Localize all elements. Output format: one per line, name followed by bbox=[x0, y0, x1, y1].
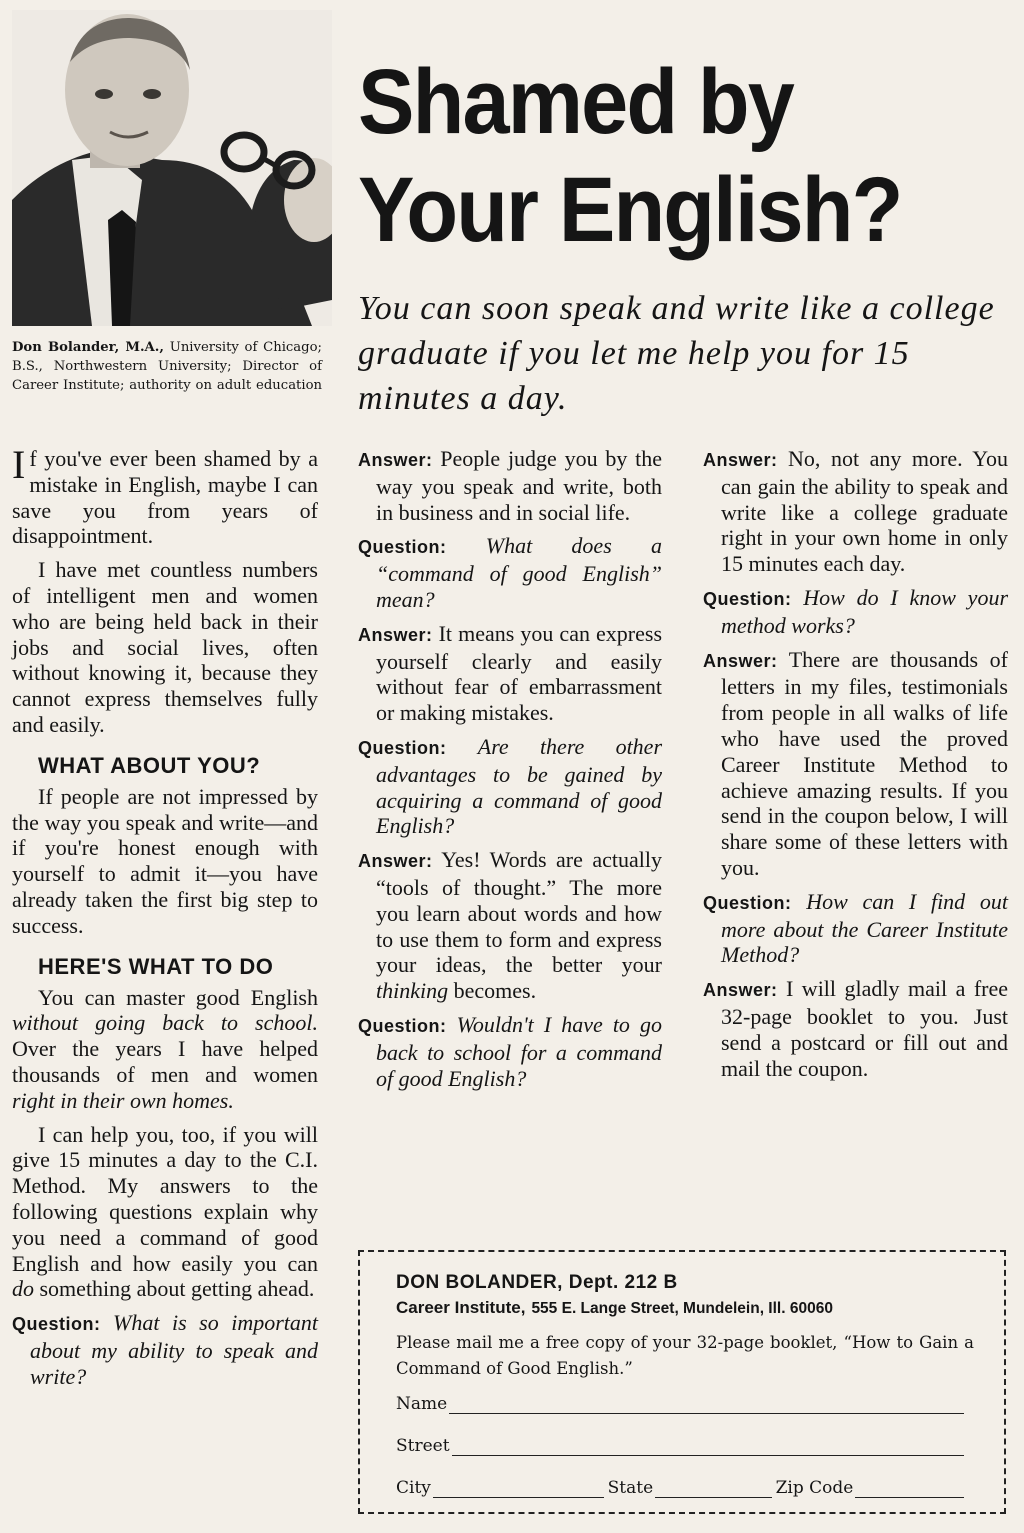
coupon-request-text: Please mail me a free copy of your 32-page booklet, “How to Gain a Command of Good English.” bbox=[396, 1333, 974, 1378]
zip-label: Zip Code bbox=[775, 1478, 854, 1498]
mail-coupon bbox=[358, 1250, 1006, 1514]
author-credentials: University of Chicago; B.S., Northwestern University; Director of Career Institute; authority on adult education bbox=[12, 340, 322, 393]
state-label: State bbox=[607, 1478, 654, 1498]
subheadline: You can soon speak and write like a college graduate if you let me help you for 15 minutes a day. bbox=[358, 290, 995, 417]
street-field[interactable] bbox=[452, 1437, 964, 1456]
coupon-organization: Career Institute, 555 E. Lange Street, Mundelein, Ill. 60060 bbox=[396, 1298, 833, 1317]
answer-6: Answer: I will gladly mail a free 32-page booklet to you. Just send a postcard or fill out and mail the coupon. bbox=[703, 976, 1008, 1081]
intro-paragraph: If you've ever been shamed by a mistake in English, maybe I can save you from years of disappointment. bbox=[12, 442, 318, 549]
column-1 bbox=[12, 442, 318, 1398]
question-6: Question: How can I find out more about the Career Institute Method? bbox=[703, 888, 1008, 968]
city-state-zip-row bbox=[396, 1478, 968, 1498]
author-photo bbox=[12, 10, 332, 326]
street-label: Street bbox=[396, 1436, 450, 1456]
city-field[interactable] bbox=[433, 1479, 604, 1498]
question-3: Question: Are there other advantages to be gained by acquiring a command of good English? bbox=[358, 733, 663, 839]
author-caption bbox=[12, 338, 322, 395]
drop-cap: I bbox=[12, 442, 26, 487]
column-3 bbox=[703, 446, 1008, 1089]
portrait-illustration bbox=[12, 10, 332, 326]
name-field[interactable] bbox=[449, 1395, 964, 1414]
zip-field[interactable] bbox=[855, 1479, 964, 1498]
headline-line-1: Shamed by bbox=[358, 51, 794, 153]
headline bbox=[358, 48, 956, 264]
paragraph-can-help: I can help you, too, if you will give 15 minutes a day to the C.I. Method. My answers to the following questions explain why you need a command of good English and how easily you can do something about getting ahead. bbox=[12, 1121, 318, 1302]
question-2: Question: What does a “command of good English” mean? bbox=[358, 533, 663, 612]
section-heading-what-about-you: WHAT ABOUT YOU? bbox=[38, 752, 261, 778]
city-label: City bbox=[396, 1478, 431, 1498]
paragraph-master-english: You can master good English without going back to school. Over the years I have helped thousands of men and women right in their own homes. bbox=[12, 984, 318, 1113]
question-1: Question: What is so important about my ability to speak and write? bbox=[12, 1310, 318, 1389]
name-label: Name bbox=[396, 1394, 448, 1414]
street-field-row bbox=[396, 1436, 968, 1456]
paragraph-countless: I have met countless numbers of intelligent men and women who are being held back in their jobs and social lives, often without knowing it, because they cannot express themselves fully and easily. bbox=[12, 557, 318, 737]
headline-line-2: Your English? bbox=[358, 159, 902, 261]
answer-5: Answer: There are thousands of letters in my files, testimonials from people in all walks of life who have used the proved Career Institute Method to achieve amazing results. If you send in the coupon below, I will share some of these letters with you. bbox=[703, 646, 1008, 880]
state-field[interactable] bbox=[655, 1479, 771, 1498]
name-field-row bbox=[396, 1394, 968, 1414]
paragraph-impressed: If people are not impressed by the way you speak and write—and if you're honest enough with yourself to admit it—you have already taken the first big step to success. bbox=[12, 783, 318, 938]
answer-1: Answer: People judge you by the way you speak and write, both in business and in social life. bbox=[358, 446, 663, 525]
column-2 bbox=[358, 446, 662, 1099]
answer-4: Answer: No, not any more. You can gain the ability to speak and write like a college graduate right in your own home in only 15 minutes each day. bbox=[703, 446, 1008, 577]
answer-3: Answer: Yes! Words are actually “tools of thought.” The more you learn about words and how to use them to form and express your ideas, the better your thinking becomes. bbox=[358, 847, 662, 1004]
question-5: Question: How do I know your method works? bbox=[703, 584, 1009, 638]
answer-2: Answer: It means you can express yourself clearly and easily without fear of embarrassment or making mistakes. bbox=[358, 620, 663, 726]
author-name: Don Bolander, M.A., bbox=[12, 340, 164, 355]
question-4: Question: Wouldn't I have to go back to school for a command of good English? bbox=[358, 1011, 662, 1091]
coupon-address: 555 E. Lange Street, Mundelein, Ill. 60060 bbox=[531, 1300, 833, 1317]
section-heading-what-to-do: HERE'S WHAT TO DO bbox=[38, 953, 274, 979]
coupon-recipient: DON BOLANDER, Dept. 212 B bbox=[396, 1272, 678, 1293]
